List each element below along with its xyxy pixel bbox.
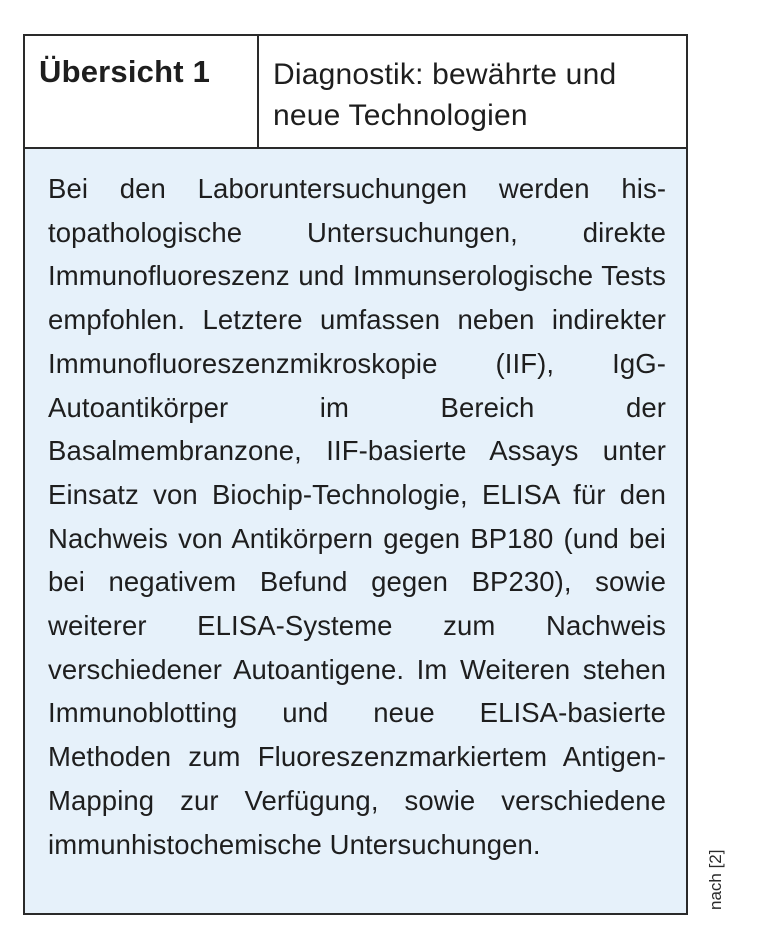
- overview-body: [25, 149, 686, 913]
- overview-title: Diagnostik: bewährte und neue Technologien: [273, 58, 617, 132]
- source-text: nach [2]: [706, 849, 725, 910]
- overview-label: Übersicht 1: [25, 36, 259, 147]
- overview-box: [23, 34, 688, 915]
- overview-header: [25, 36, 686, 149]
- overview-body-text: Bei den Laboruntersuchungen werden histopathologische Untersuchungen, direkte Immunofluoreszenz und Immunserologische Tests empfohlen. Letztere umfassen neben indirekter Immunofluoreszenzmikroskopie (IIF), IgG-Autoantikörper im Bereich der Basalmembranzone, IIF-basierte Assays unter Einsatz von Biochip-Technologie, ELISA für den Nachweis von Antikörpern gegen BP180 (und bei bei negativem Befund gegen BP230), sowie weiterer ELISA-Systeme zum Nachweis verschiedener Autoantigene. Im Weiteren stehen Immunoblotting und neue ELISA-basierte Methoden zum Fluoreszenzmarkiertem Antigen-Mapping zur Verfügung, sowie verschiedene immunhistochemische Untersuchungen.: [48, 173, 666, 860]
- source-note: [704, 830, 744, 910]
